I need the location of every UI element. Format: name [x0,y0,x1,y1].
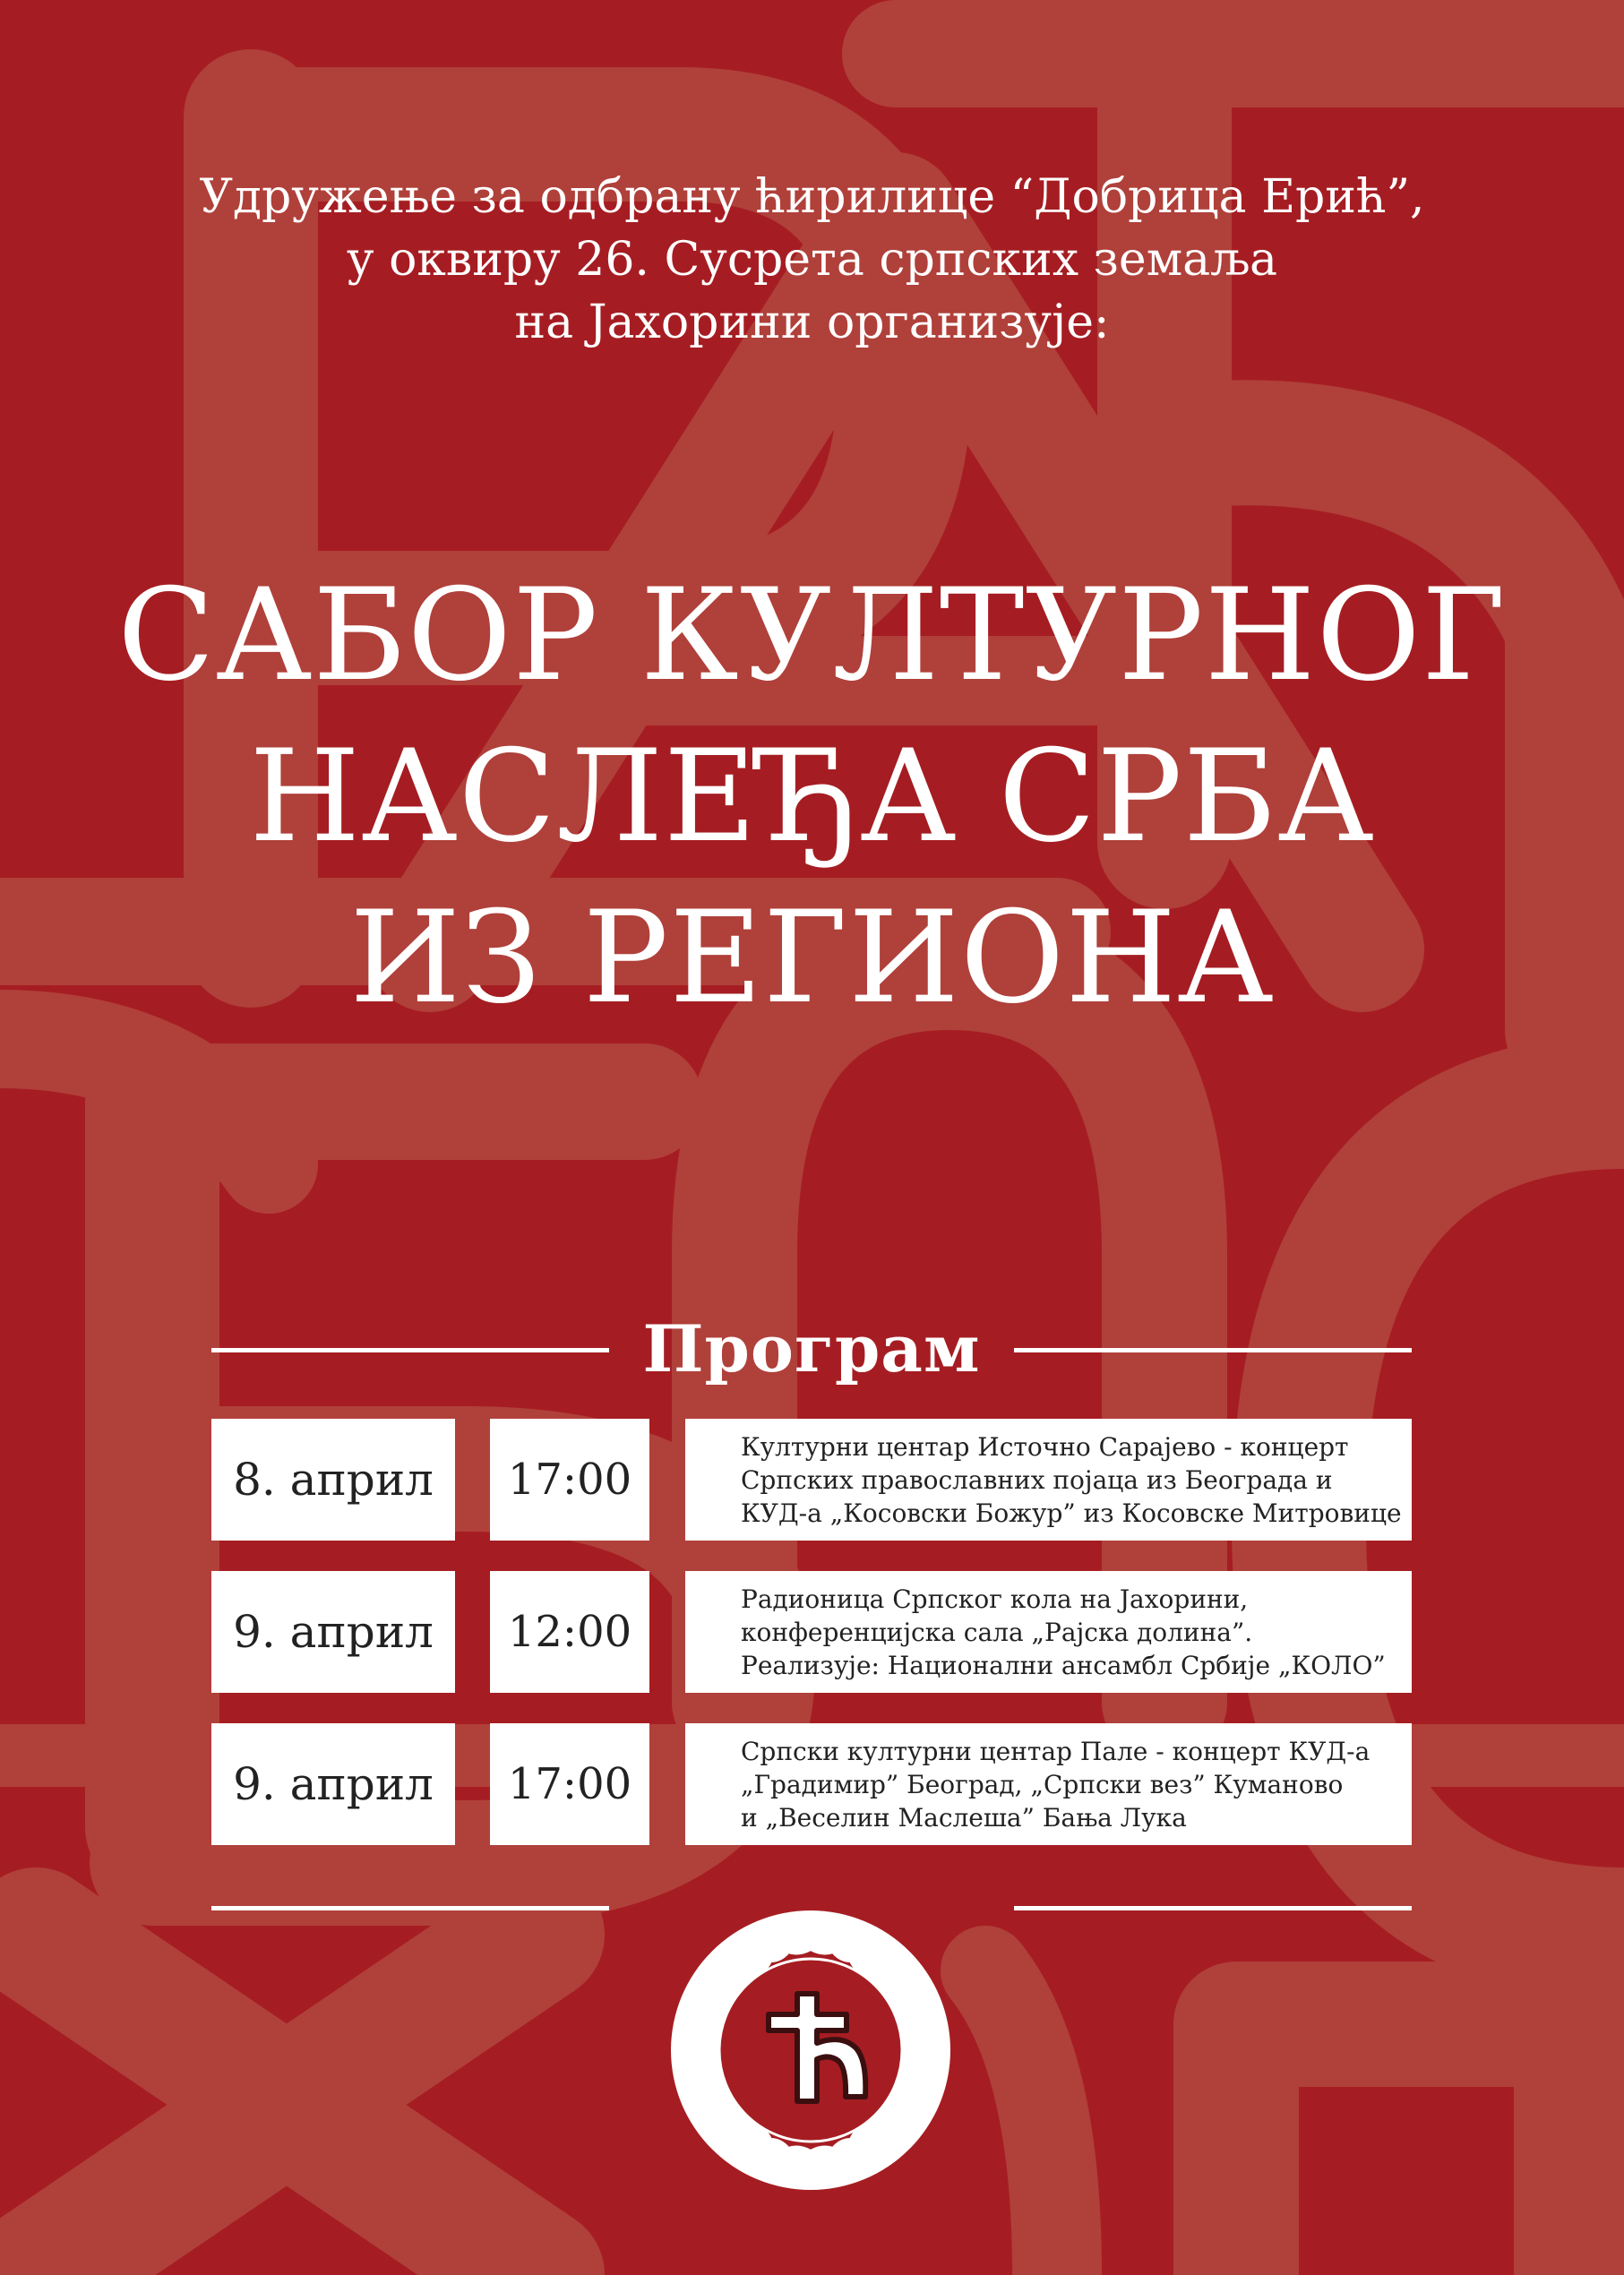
title-line-3: ИЗ РЕГИОНА [349,884,1275,1032]
program-description [685,1419,1412,1541]
intro-line-3: на Јахорини организује: [514,296,1110,349]
description-line: и „Веселин Маслеша” Бања Лука [741,1802,1187,1833]
description-line: Културни центар Источно Сарајево - концерт [741,1431,1349,1462]
cyrillic-tje-seal-icon [663,1909,958,2192]
program-row [211,1571,1412,1693]
program-time: 17:00 [490,1419,649,1541]
description-line: КУД-а „Косовски Божур” из Косовске Митровице [741,1498,1402,1528]
bottom-divider-right [1014,1906,1412,1910]
organizer-intro [0,166,1624,354]
bottom-divider-left [211,1906,609,1910]
program-date: 8. април [211,1419,455,1541]
description-line: Реализује: Национални ансамбл Србије „КОЛО” [741,1650,1386,1680]
program-description [685,1571,1412,1693]
description-line: Српски културни центар Пале - концерт КУД-а [741,1736,1371,1766]
event-title [0,555,1624,1039]
intro-line-2: у оквиру 26. Сусрета српских земаља [346,233,1277,287]
intro-line-1: Удружење за одбрану ћирилице “Добрица Ерић”, [199,170,1425,224]
program-row [211,1723,1412,1845]
program-heading-row [211,1304,1412,1394]
program-description [685,1723,1412,1845]
title-line-1: САБОР КУЛТУРНОГ [117,562,1507,709]
program-time: 17:00 [490,1723,649,1845]
description-line: Радионица Српског кола на Јахорини, [741,1584,1249,1614]
program-time: 12:00 [490,1571,649,1693]
program-date: 9. април [211,1723,455,1845]
description-line: конференцијска сала „Рајска долина”. [741,1617,1253,1647]
description-line: „Градимир” Београд, „Српски вез” Куманово [741,1769,1344,1799]
program-row [211,1419,1412,1541]
program-date: 9. април [211,1571,455,1693]
heading-divider-left [211,1348,609,1352]
program-heading: Програм [642,1310,981,1386]
title-line-2: НАСЛЕЂА СРБА [249,723,1375,871]
description-line: Српских православних појаца из Београда и [741,1464,1333,1495]
heading-divider-right [1014,1348,1412,1352]
